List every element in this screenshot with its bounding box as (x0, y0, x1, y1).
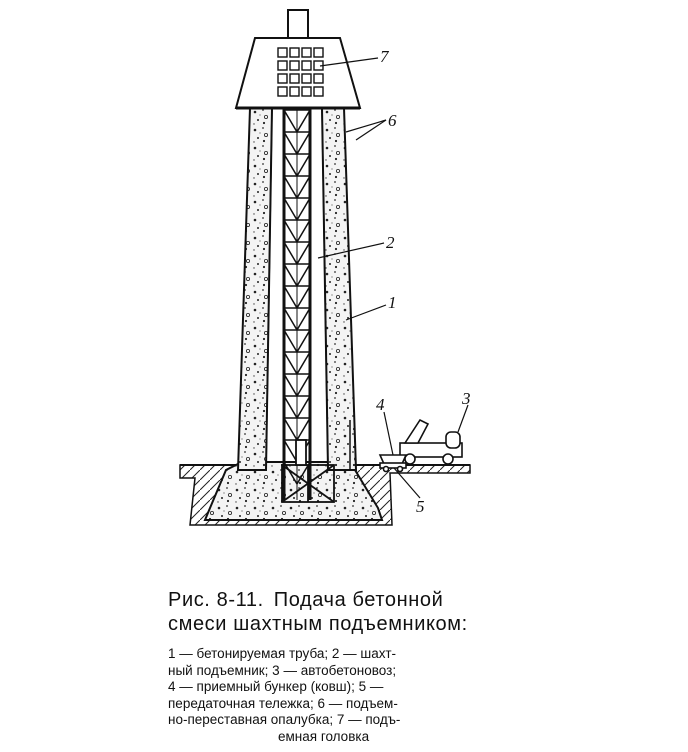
legend-line: 4 — приемный бункер (ковш); 5 — (168, 679, 384, 694)
label-6: 6 (388, 111, 397, 130)
label-1: 1 (388, 293, 397, 312)
lifting-head (236, 10, 360, 108)
label-4: 4 (376, 395, 385, 414)
figure-caption (168, 588, 538, 745)
legend-line: емная головка (278, 728, 370, 744)
caption-label: Рис. 8-11. (168, 589, 264, 611)
concrete-truck (400, 420, 462, 464)
label-3: 3 (462, 389, 471, 408)
legend-line: ный подъемник; 3 — автобетоновоз; (168, 662, 397, 678)
label-2: 2 (386, 233, 395, 252)
label-5: 5 (416, 497, 425, 516)
label-7: 7 (380, 47, 389, 66)
legend-line: передаточная тележка; 6 — подъем- (168, 695, 398, 711)
caption-title (168, 588, 538, 636)
legend-line: 1 — бетонируемая труба; 2 — шахт- (168, 646, 396, 661)
caption-title-line2: смеси шахтным подъемником: (168, 613, 468, 635)
legend-line: но-переставная опалубка; 7 — подъ- (168, 712, 401, 727)
caption-title-line1: Подача бетонной (273, 589, 444, 611)
caption-legend (168, 646, 538, 745)
